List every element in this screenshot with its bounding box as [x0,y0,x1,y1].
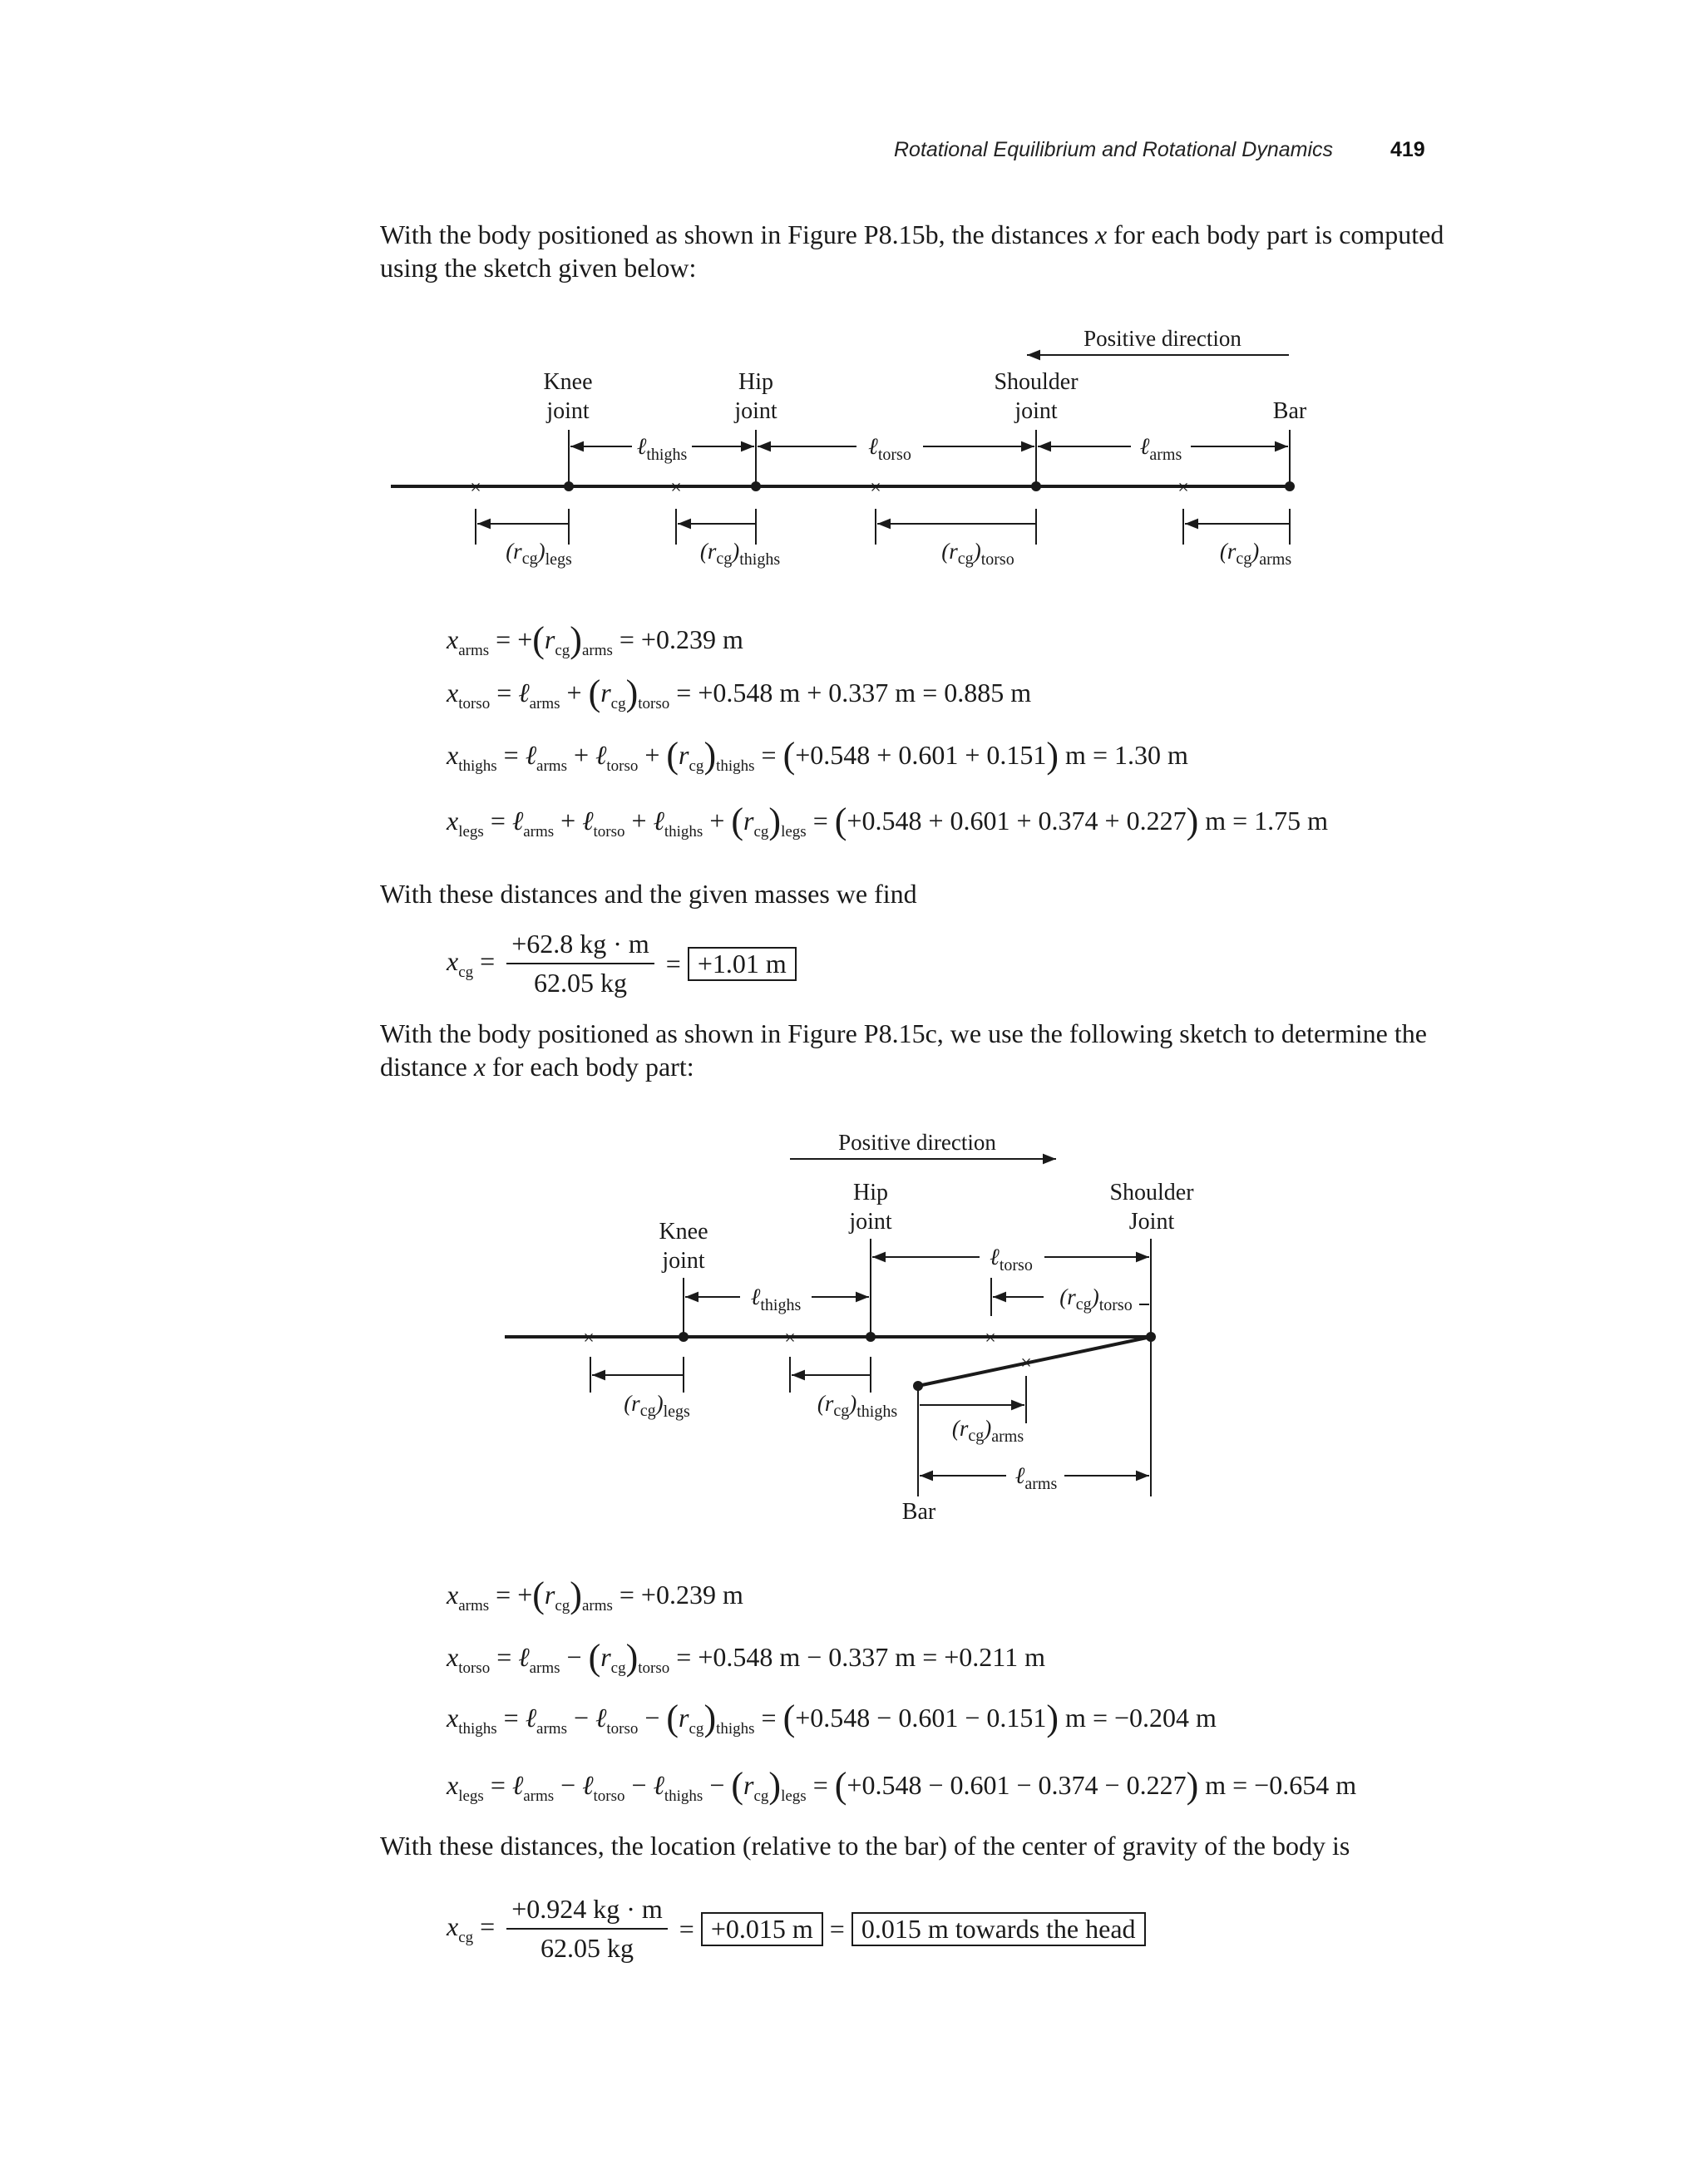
hip-joint-label-b-2: joint [849,1209,892,1235]
shoulder-joint-label-2: joint [1014,398,1058,424]
knee-joint-dot-b [679,1332,689,1342]
cg-location-paragraph: With these distances, the location (relative to the bar) of the center of gravity of the body is [380,1831,1350,1861]
para1-text-b: for each body part is computed using the sketch given below: [380,219,1444,283]
xcg-fraction-2: $\frac{+0.924 kg \cdot m}{62.05 kg}$ [506,1894,668,1964]
equation-x-torso-2: $x_{torso}$ = ℓ$_{arms}$ − $(r_{cg})_{torso} = +0.548$ m − 0.337 m = +0.211 m [447,1637,1045,1678]
rcg-torso-label: $(r_{cg})_{torso}$ [941,539,1014,569]
cg-marker-thighs-b: × [784,1328,796,1349]
rcg-arms-label-b: $(r_{cg})_{arms}$ [951,1416,1024,1446]
shoulder-joint-dot-b [1146,1332,1156,1342]
knee-joint-label: Knee [543,369,593,395]
cg-marker-arms: × [1177,477,1189,499]
running-header-title: Rotational Equilibrium and Rotational Dynamics [894,138,1334,161]
xcg-result-box-1: +1.01 m [688,947,797,981]
l-torso-label-b: ℓ$_{torso}$ [990,1245,1033,1274]
hip-joint-label-b: Hip [853,1180,888,1205]
l-arms-label-b: ℓ$_{arms}$ [1014,1463,1058,1493]
rcg-legs-label: $(r_{cg})_{legs}$ [506,539,572,569]
second-sketch-paragraph: With the body positioned as shown in Figure P8.15c, we use the following sketch to determine the distance x for each body part: [380,1018,1427,1082]
bar-label-b: Bar [901,1499,936,1525]
positive-direction-label-2: Positive direction [838,1130,996,1155]
cg-marker-torso: × [870,477,881,499]
cg-marker-thighs: × [670,477,682,499]
shoulder-joint-label-b: Shoulder [1109,1180,1194,1205]
arm-line [918,1337,1151,1386]
shoulder-joint-dot [1031,481,1041,491]
knee-joint-label-b-2: joint [662,1248,705,1274]
cg-marker-legs: × [470,477,481,499]
equation-x-legs-2: $x_{legs}$ = ℓ$_{arms}$ − ℓ$_{torso}$ − ℓ$_{thighs}$ − $(r_{cg})_{legs} = (+0.548 - 0.601 - 0.374 - 0.227) m = -0.654$ m [447,1765,1357,1806]
rcg-thighs-label-b: $(r_{cg})_{thighs}$ [817,1391,898,1421]
bar-label: Bar [1272,398,1307,424]
cg-marker-legs-b: × [583,1328,595,1349]
hip-joint-label: Hip [738,369,773,395]
equation-x-torso-1: $x_{torso}$ = ℓ$_{arms}$ + $(r_{cg})_{torso} = +0.548$ m + 0.337 m = 0.885 m [447,673,1032,713]
rcg-torso-label-b: $(r_{cg})_{torso}$ [1059,1284,1133,1314]
para1-text-a: With the body positioned as shown in Figure P8.15b, the distances [380,219,1095,249]
equation-x-thighs-1: $x_{thighs}$ = ℓ$_{arms}$ + ℓ$_{torso}$ + $(r_{cg})_{thighs} = (+0.548 + 0.601 + 0.151) m = 1.30$ m [447,735,1188,776]
hip-joint-dot [751,481,761,491]
l-torso-label: ℓ$_{torso}$ [868,434,911,464]
l-arms-label: ℓ$_{arms}$ [1139,434,1182,464]
positive-direction-label: Positive direction [1084,326,1241,351]
xcg-result-box-2b: 0.015 m towards the head [852,1912,1146,1946]
rcg-thighs-label: $(r_{cg})_{thighs}$ [699,539,781,569]
cg-marker-torso-b: × [985,1328,996,1349]
masses-paragraph: With these distances and the given masses we find [380,879,917,909]
knee-joint-dot [564,481,574,491]
xcg-fraction-1: $\frac{+62.8 kg \cdot m}{62.05 kg}$ [506,929,654,998]
equation-x-arms-1: $x_{arms} = +(r_{cg})_{arms} = +0.239$ m [447,619,743,660]
xcg-equation-2: $x_{cg}$ = $\frac{+0.924 kg \cdot m}{62.05 kg}$ = +0.015 m = 0.015 m towards the head [447,1894,1146,1964]
cg-marker-arms-b: × [1020,1353,1032,1374]
knee-joint-label-b: Knee [659,1219,708,1245]
page-number: 419 [1390,138,1425,161]
l-thighs-label: ℓ$_{thighs}$ [636,434,688,464]
diagram-bent-body [0,1081,1703,1546]
bar-dot [1285,481,1295,491]
equation-x-thighs-2: $x_{thighs}$ = ℓ$_{arms}$ − ℓ$_{torso}$ − $(r_{cg})_{thighs} = (+0.548 - 0.601 - 0.151) m = -0.204$ m [447,1698,1217,1738]
knee-joint-label-2: joint [546,398,590,424]
xcg-result-box-2a: +0.015 m [701,1912,823,1946]
para1-var-x: x [1094,219,1108,249]
rcg-legs-label-b: $(r_{cg})_{legs}$ [624,1391,690,1421]
shoulder-joint-label: Shoulder [994,369,1079,395]
equation-x-legs-1: $x_{legs}$ = ℓ$_{arms}$ + ℓ$_{torso}$ + ℓ$_{thighs}$ + $(r_{cg})_{legs} = (+0.548 + 0.601 + 0.374 + 0.227) m = 1.75$ m [447,801,1329,841]
diagram-straight-body [0,0,1703,599]
shoulder-joint-label-b-2: Joint [1128,1209,1175,1235]
hip-joint-label-2: joint [734,398,777,424]
xcg-equation-1: $x_{cg}$ = $\frac{+62.8 kg \cdot m}{62.05 kg}$ = +1.01 m [447,929,797,998]
equation-x-arms-2: $x_{arms} = +(r_{cg})_{arms} = +0.239$ m [447,1575,743,1615]
l-thighs-label-b: ℓ$_{thighs}$ [750,1284,802,1314]
hip-joint-dot-b [866,1332,876,1342]
rcg-arms-label: $(r_{cg})_{arms}$ [1219,539,1292,569]
